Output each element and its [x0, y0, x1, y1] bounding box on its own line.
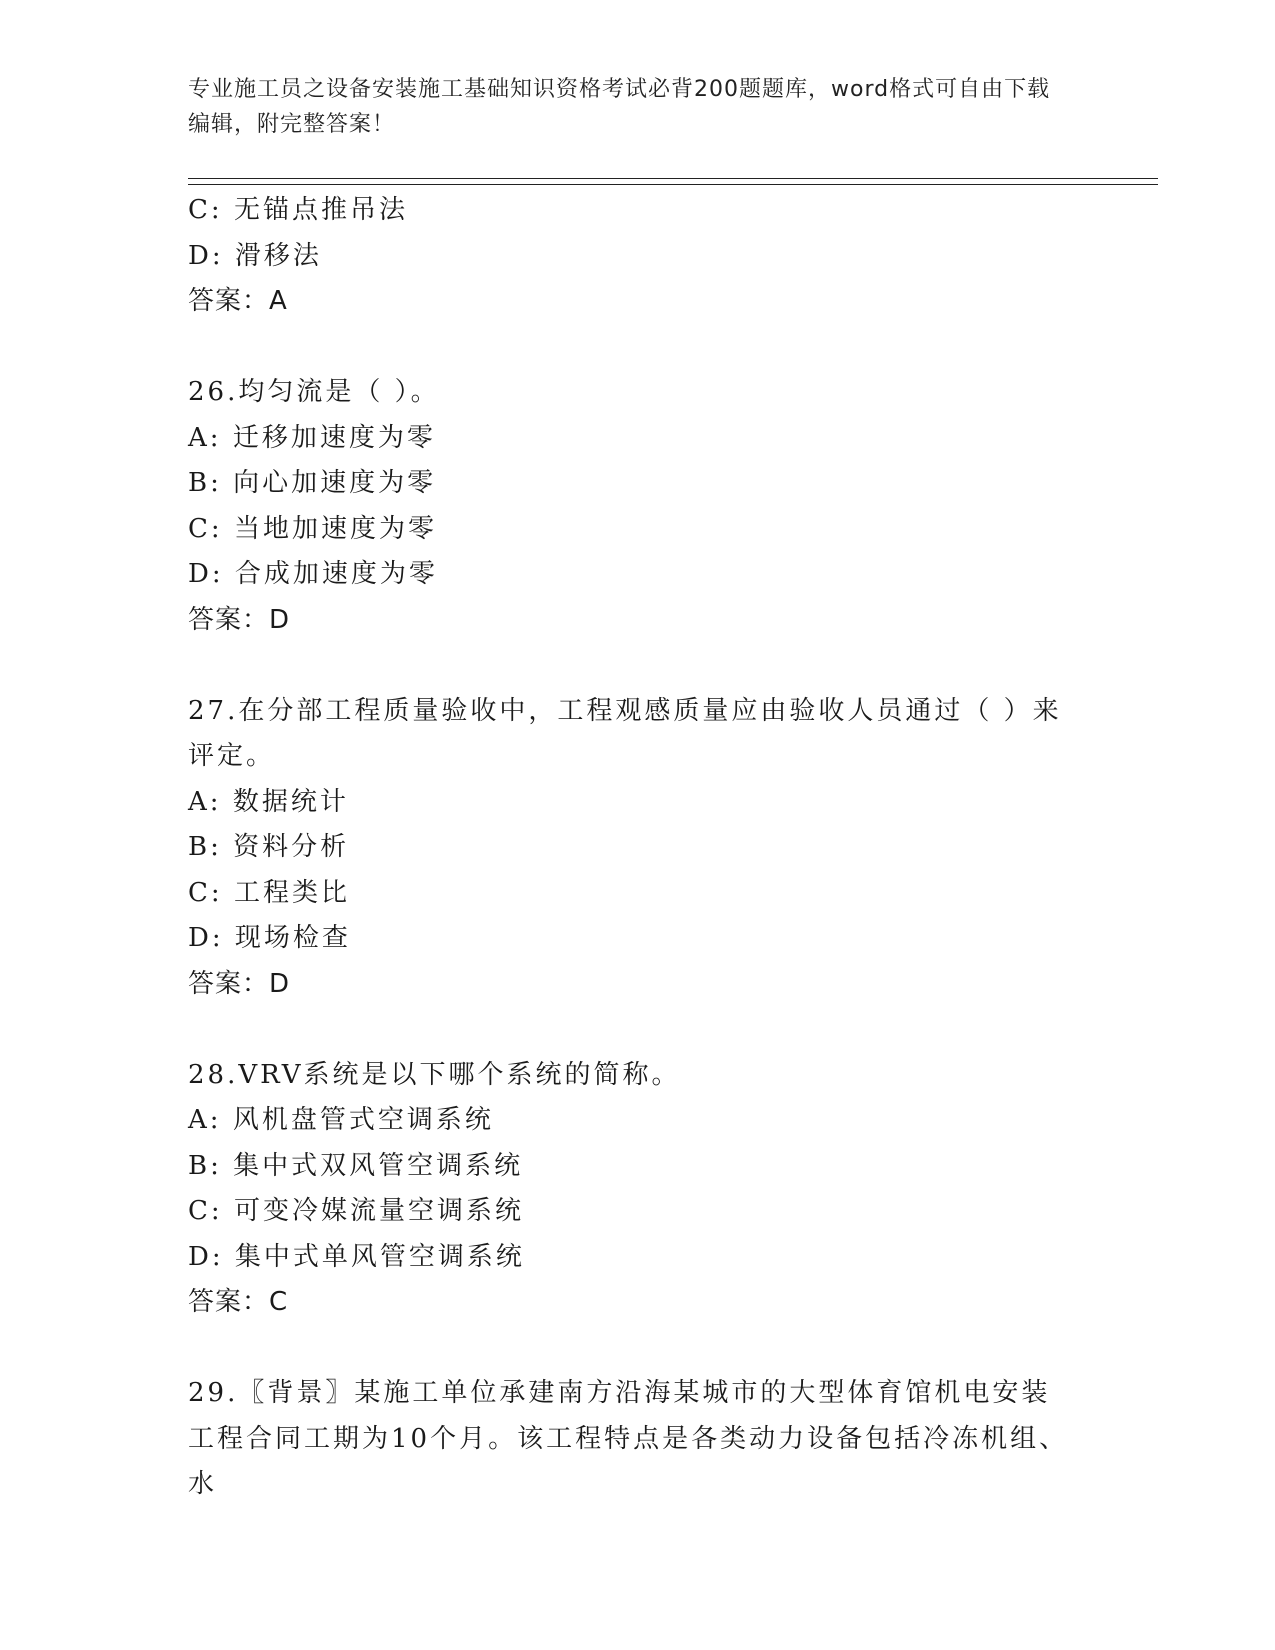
option-d: [188, 916, 1078, 962]
spacer: [188, 1326, 1078, 1372]
option-c: [188, 507, 1078, 553]
number-separator: .: [227, 377, 239, 407]
spacer: [188, 643, 1078, 689]
answer-label: 答案：: [188, 286, 270, 316]
option-letter: A: [188, 786, 210, 817]
option-text: 迁移加速度为零: [232, 422, 436, 453]
question-text: 〖背景〗某施工单位承建南方沿海某城市的大型体育馆机电安装工程合同工期为10个月。该工程特点是各类动力设备包括冷冻机组、水: [188, 1378, 1069, 1499]
option-b: [188, 1144, 1078, 1190]
spacer: [188, 325, 1078, 371]
page-header: [188, 72, 1068, 142]
question-text: 在分部工程质量验收中，工程观感质量应由验收人员通过（ ）来评定。: [188, 695, 1062, 771]
question-number: 29: [188, 1378, 228, 1408]
option-text: 风机盘管式空调系统: [232, 1105, 494, 1135]
question-stem: [188, 1371, 1078, 1508]
option-separator: :: [209, 786, 233, 817]
option-c: [188, 871, 1078, 917]
option-separator: :: [210, 832, 234, 862]
spacer: [188, 1007, 1078, 1053]
option-text: 工程类比: [233, 877, 350, 908]
option-a: [188, 1098, 1078, 1144]
option-text: 现场检查: [234, 923, 351, 953]
question-stem: [188, 370, 1078, 416]
option-letter: D: [188, 559, 212, 589]
option-separator: :: [210, 513, 234, 544]
option-separator: :: [209, 1105, 233, 1135]
option-d: [188, 1235, 1078, 1281]
answer-line: [188, 598, 1078, 644]
option-text: 可变冷媒流量空调系统: [233, 1196, 524, 1226]
option-letter: D: [188, 923, 212, 953]
option-c: [188, 1189, 1078, 1235]
option-text: 无锚点推吊法: [233, 195, 408, 225]
question-number: 26: [188, 377, 228, 407]
option-separator: :: [211, 240, 235, 271]
option-b: [188, 461, 1078, 507]
question-number: 27: [188, 695, 228, 726]
option-letter: B: [188, 468, 211, 498]
question-stem: [188, 1053, 1078, 1099]
option-separator: :: [210, 195, 234, 225]
option-letter: B: [188, 1150, 211, 1181]
option-separator: :: [211, 923, 235, 953]
answer-value: D: [269, 604, 291, 635]
option-letter: A: [188, 422, 210, 453]
number-separator: .: [227, 1378, 239, 1408]
option-text: 集中式双风管空调系统: [233, 1150, 524, 1181]
option-text: 资料分析: [233, 832, 350, 862]
answer-value: C: [269, 1287, 289, 1317]
option-text: 滑移法: [234, 240, 322, 271]
option-text: 向心加速度为零: [233, 468, 437, 498]
question-continuation: [188, 188, 1078, 325]
option-separator: :: [210, 468, 234, 498]
option-letter: A: [188, 1105, 210, 1135]
number-separator: .: [227, 695, 239, 726]
option-letter: C: [188, 513, 211, 544]
option-text: 集中式单风管空调系统: [234, 1241, 525, 1272]
answer-label: 答案：: [188, 1287, 270, 1317]
option-b: [188, 825, 1078, 871]
option-letter: C: [188, 195, 211, 225]
option-letter: C: [188, 1196, 211, 1226]
option-letter: C: [188, 877, 211, 908]
header-divider: [188, 178, 1158, 185]
option-letter: D: [188, 240, 212, 271]
question-text: 均匀流是（ ）。: [238, 377, 440, 407]
question-29: [188, 1371, 1078, 1508]
answer-value: A: [269, 286, 288, 316]
option-c: [188, 188, 1078, 234]
question-text: VRV系统是以下哪个系统的简称。: [238, 1059, 681, 1090]
option-d: [188, 552, 1078, 598]
option-a: [188, 416, 1078, 462]
option-separator: :: [210, 1150, 234, 1181]
answer-label: 答案：: [188, 968, 270, 999]
question-list: [188, 188, 1078, 1508]
option-d: [188, 234, 1078, 280]
answer-value: D: [269, 968, 291, 999]
answer-line: [188, 962, 1078, 1008]
option-separator: :: [211, 559, 235, 589]
option-text: 当地加速度为零: [233, 513, 437, 544]
option-text: 数据统计: [232, 786, 349, 817]
option-separator: :: [209, 422, 233, 453]
option-letter: D: [188, 1241, 212, 1272]
question-27: [188, 689, 1078, 1008]
document-title: 专业施工员之设备安装施工基础知识资格考试必背200题题库，word格式可自由下载编辑，附完整答案！: [188, 77, 1051, 137]
option-separator: :: [211, 1241, 235, 1272]
answer-label: 答案：: [188, 604, 270, 635]
question-28: [188, 1053, 1078, 1326]
option-separator: :: [210, 1196, 234, 1226]
question-stem: [188, 689, 1078, 780]
option-separator: :: [210, 877, 234, 908]
answer-line: [188, 279, 1078, 325]
option-letter: B: [188, 832, 211, 862]
question-number: 28: [188, 1059, 228, 1090]
option-a: [188, 780, 1078, 826]
answer-line: [188, 1280, 1078, 1326]
option-text: 合成加速度为零: [234, 559, 438, 589]
number-separator: .: [227, 1059, 239, 1090]
question-26: [188, 370, 1078, 643]
